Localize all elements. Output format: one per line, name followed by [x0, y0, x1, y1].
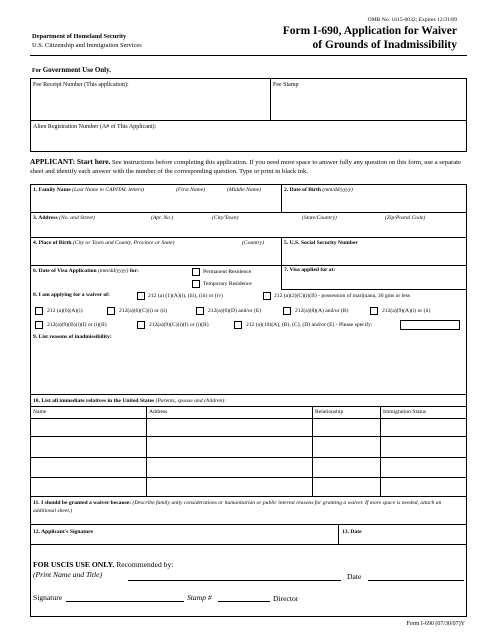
uscis-signature-input[interactable]: [66, 601, 184, 602]
waiver-10-checkbox[interactable]: [234, 321, 242, 329]
recommended-by-label: Recommended by:: [114, 560, 174, 569]
relatives-row-1[interactable]: [30, 418, 467, 419]
place-of-birth-hint: (City or Town and County, Province or State): [72, 240, 175, 246]
header-rule: [30, 55, 467, 56]
fee-stamp-field[interactable]: Fee Stamp: [273, 82, 299, 88]
address-zip-hint: (Zip/Postal Code): [385, 215, 426, 221]
waiver-2-label: 212 (a)(2)(C)(i)(II) - possession of marijuana, 30 gms or less: [274, 293, 411, 299]
row1-bottom: [30, 212, 467, 213]
row11-bottom: [30, 524, 467, 525]
director-label: Director: [273, 594, 299, 603]
row4-divider: [281, 265, 282, 289]
place-of-birth-field[interactable]: [33, 240, 174, 246]
waiver-4-checkbox[interactable]: [107, 307, 115, 315]
visa-application-date-field[interactable]: [33, 268, 139, 274]
col-relationship-header: Relationship: [315, 409, 344, 415]
waiver-6-checkbox[interactable]: [283, 307, 291, 315]
waiver-heading: 8. I am applying for a waiver of:: [33, 292, 110, 298]
gov-use-prefix: For: [32, 68, 43, 74]
applicant-instructions-text: See instructions before completing this application. If you need more space to answer fully any question on this form, use a separate sheet and identify each answer with the number of the corresponding question. Type or print in black ink.: [30, 159, 461, 175]
waiver-2-checkbox[interactable]: [263, 292, 271, 300]
uscis-use-label: FOR USCIS USE ONLY.: [33, 560, 115, 569]
gov-use-divider: [270, 78, 271, 120]
fee-receipt-field[interactable]: Fee Receipt Number (This application):: [33, 82, 129, 88]
agency-name: Department of Homeland Security: [32, 33, 127, 40]
temporary-residence-checkbox[interactable]: [192, 280, 200, 288]
relatives-row-4[interactable]: [30, 477, 467, 478]
waiver-reason-field[interactable]: [33, 500, 463, 515]
visa-date-hint: (mm/dd/yyyy): [97, 268, 129, 274]
waiver-5-label: 212(a)(6)(D) and/or (E): [208, 308, 262, 314]
waiver-4-label: 212(a)(6)(C)(i) or (ii): [119, 308, 168, 314]
form-title-line1: Form I-690, Application for Waiver: [282, 25, 457, 37]
temporary-residence-label: Temporary Residence: [203, 281, 252, 287]
applicant-heading: APPLICANT: Start here.: [30, 157, 111, 166]
row3-divider: [281, 237, 282, 265]
sub-agency-name: U.S. Citizenship and Immigration Services: [32, 42, 142, 49]
visa-date-label: 6. Date of Visa Application: [33, 268, 97, 274]
relatives-row-3[interactable]: [30, 457, 467, 458]
relatives-label: 10. List all immediate relatives in the United States: [33, 398, 155, 404]
dob-hint: (mm/dd/yyyy): [322, 187, 353, 193]
relatives-hint: (Parents, spouse and children):: [155, 398, 227, 404]
waiver-7-checkbox[interactable]: [370, 307, 378, 315]
family-name-label: 1. Family Name: [33, 187, 71, 193]
row5-bottom: [30, 394, 467, 395]
row2-bottom: [30, 237, 467, 238]
waiver-3-label: 212 (a)(6)(A)(i): [47, 308, 83, 314]
middle-name-hint: (Middle Name): [227, 187, 262, 193]
waiver-1-label: 212 (a) (1)(A)(i), (iii), (iii) or (iv): [148, 293, 223, 299]
waiver-3-checkbox[interactable]: [35, 307, 43, 315]
col-status-header: Immigration Status: [383, 409, 427, 415]
first-name-hint: (First Name): [176, 187, 206, 193]
birth-country-hint: (Country): [242, 240, 265, 246]
uscis-use-heading: [33, 560, 173, 569]
print-name-label: (Print Name and Title): [33, 570, 102, 579]
row1-divider: [281, 184, 282, 212]
inadmissibility-reasons-field[interactable]: 9. List reasons of inadmissibility:: [33, 334, 112, 340]
waiver-9-label: 212(a)(9)(C)(i)(I) or (i)(II): [149, 322, 209, 328]
address-city-hint: (City/Town): [212, 215, 239, 221]
dob-label: 2. Date of Birth: [284, 187, 321, 193]
family-name-field[interactable]: [33, 187, 144, 193]
visa-applied-at-field[interactable]: 7. Visa applied for at:: [284, 267, 336, 273]
applicant-signature-field[interactable]: 12. Applicant's Signature: [33, 529, 94, 535]
waiver-1-checkbox[interactable]: [137, 292, 145, 300]
family-name-hint: (Last Name in CAPITAL letters): [72, 187, 145, 193]
relatives-heading: [33, 398, 226, 404]
row3-bottom: [30, 265, 467, 266]
permanent-residence-checkbox[interactable]: [192, 268, 200, 276]
row4-bottom-right: [281, 289, 467, 290]
address-state-hint: (State/Country): [302, 215, 337, 221]
uscis-date-label: Date: [347, 572, 362, 581]
waiver-reason-label: 11. I should be granted a waiver because:: [33, 500, 132, 506]
col-divider-1: [146, 406, 147, 496]
address-street-hint: (No. and Street): [59, 215, 95, 221]
ssn-field[interactable]: 5. U.S. Social Security Number: [284, 240, 358, 246]
uscis-signature-label: Signature: [33, 593, 63, 602]
col-divider-2: [312, 406, 313, 496]
signature-date-divider: [338, 524, 339, 544]
address-apt-hint: (Apt. No.): [151, 215, 174, 221]
col-name-header: Name: [33, 409, 47, 415]
permanent-residence-label: Permanent Residence: [203, 269, 252, 275]
waiver-8-checkbox[interactable]: [35, 321, 43, 329]
waiver-reason-hint: (Describe family unity considerations or humanitarian or public interest reasons for granting a waiver. If more space is needed, attach an additional sheet.): [33, 500, 442, 514]
applicant-instructions: [30, 157, 467, 176]
stamp-number-input[interactable]: [218, 601, 270, 602]
form-footer-id: Form I-690 (07/30/07)Y: [406, 621, 465, 627]
gov-use-label: [32, 66, 111, 74]
stamp-number-label: Stamp #: [187, 593, 212, 602]
dob-field[interactable]: [284, 187, 353, 193]
visa-for-label: for:: [128, 268, 139, 274]
alien-reg-field[interactable]: Alien Registration Number (A# of This Applicant):: [33, 124, 157, 130]
omb-number: OMB No. 1615-0032; Expires 12/31/09: [367, 17, 457, 23]
relatives-header-top: [30, 406, 467, 407]
address-field[interactable]: [33, 215, 95, 221]
row12-bottom: [30, 544, 467, 545]
applicant-date-field[interactable]: 13. Date: [342, 529, 362, 535]
waiver-10-specify-input[interactable]: [400, 320, 460, 330]
gov-use-box: [30, 78, 467, 152]
relatives-row-2[interactable]: [30, 436, 467, 437]
gov-use-main: Government Use Only.: [42, 66, 111, 74]
col-divider-3: [380, 406, 381, 496]
waiver-5-checkbox[interactable]: [196, 307, 204, 315]
waiver-9-checkbox[interactable]: [137, 321, 145, 329]
uscis-date-input[interactable]: [368, 580, 464, 581]
gov-use-hrule: [30, 120, 467, 121]
form-title-line2: of Grounds of Inadmissibility: [312, 39, 457, 51]
waiver-10-label: 212 (a)(10)(A), (B), (C), (D) and/or (E) - Please specify:: [246, 322, 373, 328]
place-of-birth-label: 4. Place of Birth: [33, 240, 72, 246]
waiver-7-label: 212(a)(9)(A)(i) or (ii): [382, 308, 431, 314]
relatives-table-bottom: [30, 496, 467, 497]
waiver-6-label: 212(a)(8)(A) and/or (B): [295, 308, 349, 314]
print-name-input[interactable]: [128, 580, 341, 581]
col-address-header: Address: [149, 409, 168, 415]
address-label: 3. Address: [33, 215, 58, 221]
waiver-8-label: 212(a)(9)(B)(i)(I) or (i)(II): [47, 322, 107, 328]
